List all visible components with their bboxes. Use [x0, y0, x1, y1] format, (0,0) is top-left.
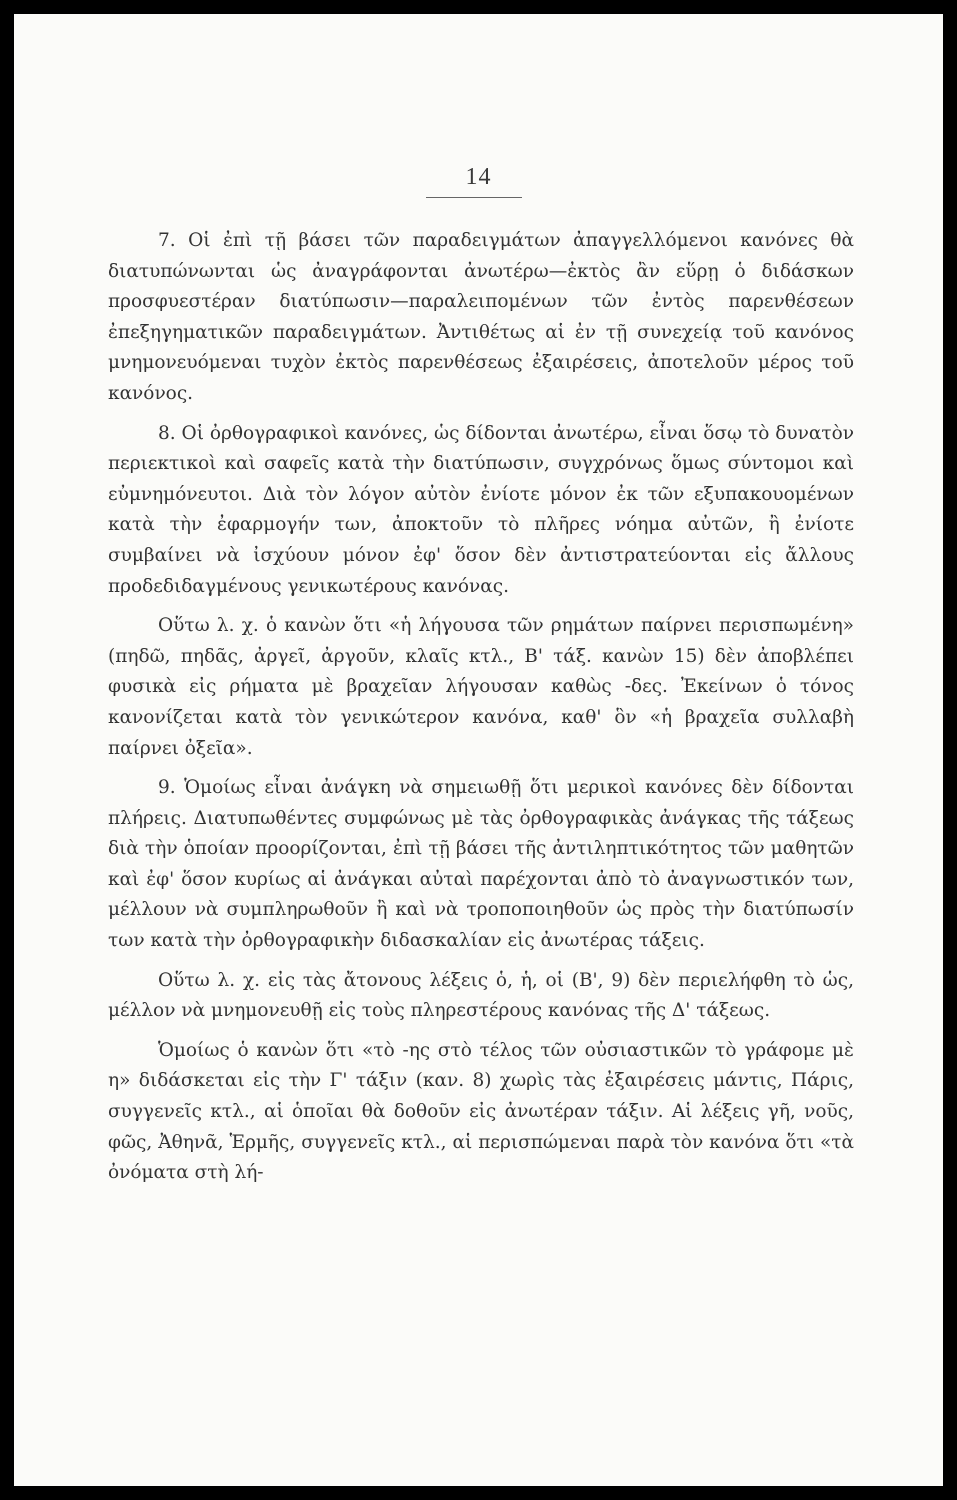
paragraph-7: 7. Οἱ ἐπὶ τῇ βάσει τῶν παραδειγμάτων ἀπαγγελλόμενοι κανόνες θὰ διατυπώνωνται ὡς ἀναγράφονται ἀνωτέρω—ἐκτὸς ἂν εὕρῃ ὁ διδάσκων προσφυεστέραν διατύπωσιν—παραλειπομένων τῶν ἐντὸς παρενθέσεων ἐπεξηγηματικῶν παραδειγμάτων. Ἀντιθέτως αἱ ἐν τῇ συνεχείᾳ τοῦ κανόνος μνημονευόμεναι τυχὸν ἐκτὸς παρενθέσεως ἐξαιρέσεις, ἀποτελοῦν μέρος τοῦ κανόνος.	[108, 230, 854, 404]
paragraph-9: 9. Ὁμοίως εἶναι ἀνάγκη νὰ σημειωθῇ ὅτι μερικοὶ κανόνες δὲν δίδονται πλήρεις. Διατυπωθέντες συμφώνως μὲ τὰς ὀρθογραφικὰς ἀνάγκας τῆς τάξεως διὰ τὴν ὁποίαν προορίζονται, ἐπὶ τῇ βάσει τῆς ἀντιληπτικότητος τῶν μαθητῶν καὶ ἐφ' ὅσον κυρίως αἱ ἀνάγκαι αὐταὶ παρέχονται ἀπὸ τὸ ἀναγνωστικόν των, μέλλουν νὰ συμπληρωθοῦν ἢ καὶ νὰ τροποποιηθοῦν ὡς πρὸς τὴν διατύπωσίν των κατὰ τὴν ὀρθογραφικὴν διδασκαλίαν εἰς ἀνωτέρας τάξεις.	[108, 777, 854, 952]
paragraph-example-3: Ὁμοίως ὁ κανὼν ὅτι «τὸ -ης στὸ τέλος τῶν οὐσιαστικῶν τὸ γράφομε μὲ η» διδάσκεται εἰς τὴν Γ' τάξιν (καν. 8) χωρὶς τὰς ἐξαιρέσεις μάντις, Πάρις, συγγενεῖς κτλ., αἱ ὁποῖαι θὰ δοθοῦν εἰς ἀνωτέραν τάξιν. Αἱ λέξεις γῆ, νοῦς, φῶς, Ἀθηνᾶ, Ἑρμῆς, συγγενεῖς κτλ., αἱ περισπώμεναι παρὰ τὸν κανόνα ὅτι «τὰ ὀνόματα στὴ λή-	[108, 1039, 854, 1184]
page-number-rule	[426, 197, 522, 198]
paragraph-8: 8. Οἱ ὀρθογραφικοὶ κανόνες, ὡς δίδονται ἀνωτέρω, εἶναι ὅσῳ τὸ δυνατὸν περιεκτικοὶ καὶ σαφεῖς κατὰ τὴν διατύπωσιν, συγχρόνως ὅμως σύντομοι καὶ εὐμνημόνευτοι. Διὰ τὸν λόγον αὐτὸν ἐνίοτε μόνον ἐκ τῶν εξυπακουομένων κατὰ τὴν ἐφαρμογήν των, ἀποκτοῦν τὸ πλῆρες νόημα αὐτῶν, ἢ ἐνίοτε συμβαίνει νὰ ἰσχύουν μόνον ἐφ' ὅσον δὲν ἀντιστρατεύονται εἰς ἄλλους προδεδιδαγμένους γενικωτέρους κανόνας.	[108, 422, 854, 597]
page-number: 14	[465, 164, 492, 190]
scanned-page	[14, 14, 943, 1486]
body-text	[108, 226, 854, 1189]
paragraph-example-1: Οὕτω λ. χ. ὁ κανὼν ὅτι «ἡ λήγουσα τῶν ρημάτων παίρνει περισπωμένη» (πηδῶ, πηδᾶς, ἀργεῖ, ἀργοῦν, κλαῖς κτλ., Β' τάξ. κανὼν 15) δὲν ἀποβλέπει φυσικὰ εἰς ρήματα μὲ βραχεῖαν λήγουσαν καθὼς -δες. Ἐκείνων ὁ τόνος κανονίζεται κατὰ τὸν γενικώτερον κανόνα, καθ' ὃν «ἡ βραχεῖα συλλαβὴ παίρνει ὀξεῖα».	[108, 615, 854, 759]
paragraph-example-2: Οὕτω λ. χ. εἰς τὰς ἄτονους λέξεις ὁ, ἡ, οἱ (Β', 9) δὲν περιελήφθη τὸ ὡς, μέλλον νὰ μνημονευθῇ εἰς τοὺς πληρεστέρους κανόνας τῆς Δ' τάξεως.	[108, 969, 854, 1022]
